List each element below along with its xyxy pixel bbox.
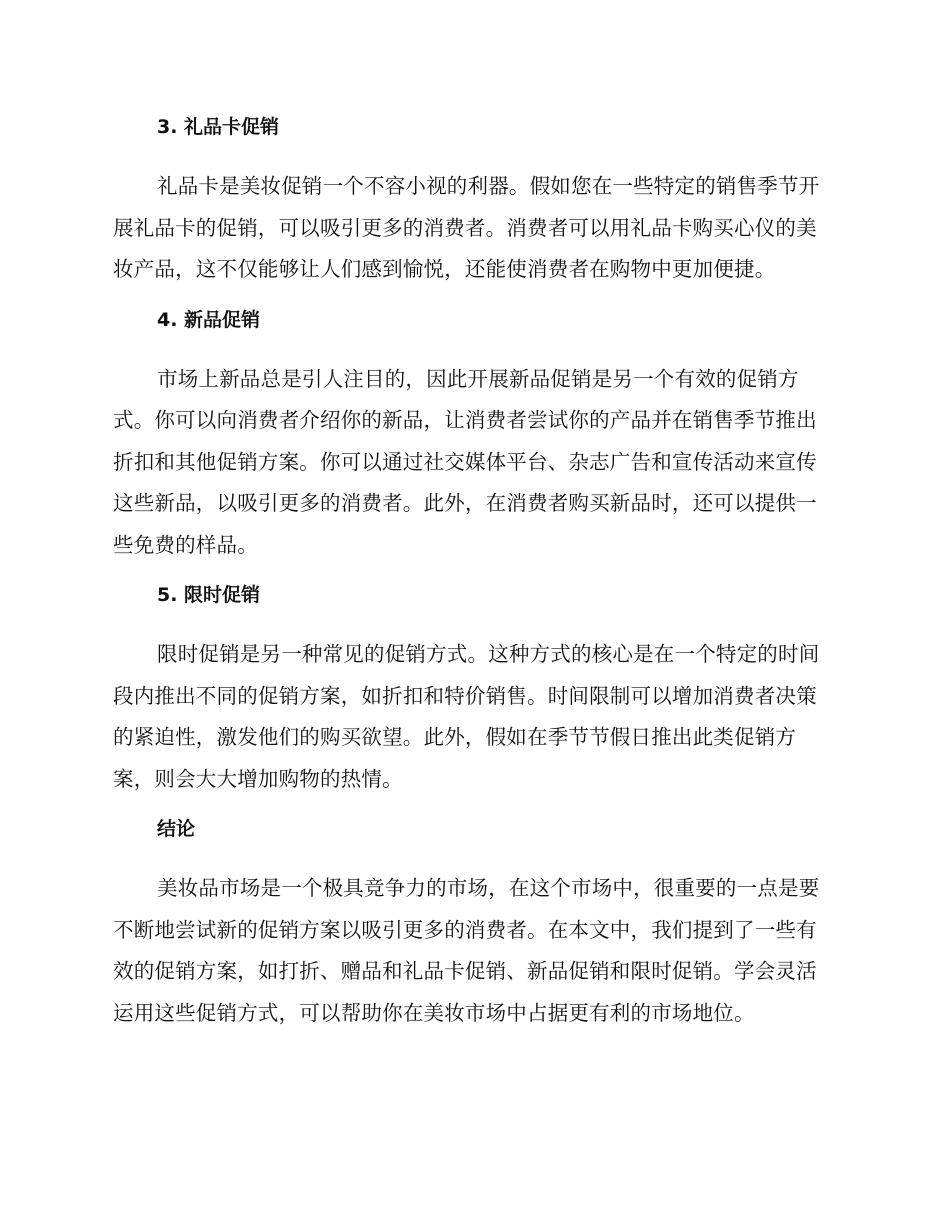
section-paragraph: 市场上新品总是引人注目的，因此开展新品促销是另一个有效的促销方式。你可以向消费者介绍你的新品，让消费者尝试你的产品并在销售季节推出折扣和其他促销方案。你可以通过社交媒体平台、杂志广告和宣传活动来宣传这些新品，以吸引更多的消费者。此外，在消费者购买新品时，还可以提供一些免费的样品。 bbox=[113, 366, 817, 557]
section-new-product-promotion bbox=[113, 305, 833, 567]
section-heading: 3. 礼品卡促销 bbox=[157, 116, 280, 138]
section-conclusion bbox=[113, 814, 833, 1034]
section-limited-time-promotion bbox=[113, 580, 833, 800]
document-body bbox=[113, 112, 833, 1048]
section-heading: 结论 bbox=[157, 818, 196, 840]
section-paragraph: 限时促销是另一种常见的促销方式。这种方式的核心是在一个特定的时间段内推出不同的促销方案，如折扣和特价销售。时间限制可以增加消费者决策的紧迫性，激发他们的购买欲望。此外，假如在季节节假日推出此类促销方案，则会大大增加购物的热情。 bbox=[113, 642, 820, 791]
section-heading: 5. 限时促销 bbox=[157, 584, 261, 606]
section-gift-card-promotion bbox=[113, 112, 833, 291]
section-paragraph: 礼品卡是美妆促销一个不容小视的利器。假如您在一些特定的销售季节开展礼品卡的促销，可以吸引更多的消费者。消费者可以用礼品卡购买心仪的美妆产品，这不仅能够让人们感到愉悦，还能使消费者在购物中更加便捷。 bbox=[113, 174, 820, 281]
section-paragraph: 美妆品市场是一个极具竞争力的市场，在这个市场中，很重要的一点是要不断地尝试新的促销方案以吸引更多的消费者。在本文中，我们提到了一些有效的促销方案，如打折、赠品和礼品卡促销、新品促销和限时促销。学会灵活运用这些促销方式，可以帮助你在美妆市场中占据更有利的市场地位。 bbox=[113, 876, 820, 1025]
section-heading: 4. 新品促销 bbox=[157, 308, 261, 331]
